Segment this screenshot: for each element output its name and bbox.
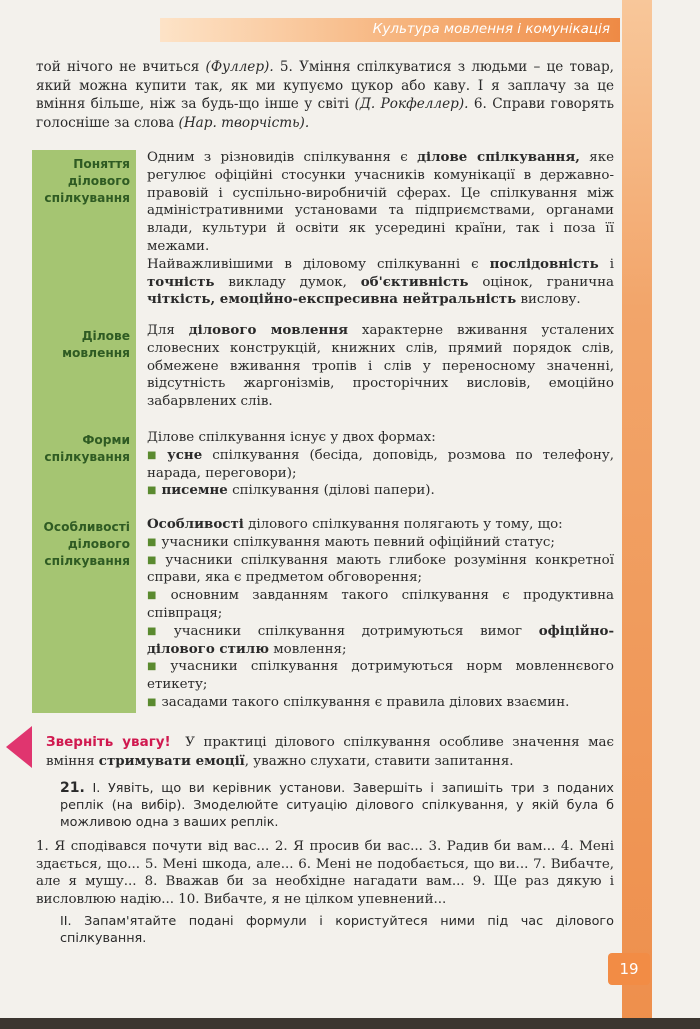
page-edge-strip xyxy=(622,0,652,1029)
term: писемне xyxy=(161,482,228,499)
text: Одним з різновидів спілкування є xyxy=(147,150,418,165)
exercise-task-1 xyxy=(60,780,614,831)
text: мовлення; xyxy=(268,641,347,657)
text: вислову. xyxy=(516,292,581,308)
label-speech: Ділове мовлення xyxy=(62,329,130,360)
list-item xyxy=(147,482,614,500)
attention-arrow-icon xyxy=(6,726,32,768)
attention-note xyxy=(46,733,614,772)
text: , уважно слухати, ставити запитання. xyxy=(244,754,514,770)
term: ділового мовлення xyxy=(188,322,349,338)
scan-edge xyxy=(0,1018,700,1029)
text: яке регулює офіційні стосунки учасників комунікації в державно-правовій і суспільно-виробничій сферах. Це спілкування між адміністративними установами та підприємствами, органами влади, культури й освіти як усередині країни, так і поза її межами. xyxy=(147,150,615,254)
bullet-icon: ■ xyxy=(147,625,169,637)
running-header: Культура мовлення і комунікація xyxy=(372,21,610,37)
quote-author: (Фуллер). xyxy=(205,59,274,75)
quote-author: (Нар. творчість). xyxy=(178,114,310,131)
text: спілкування (бесіда, доповідь, розмова по телефону, нарада, переговори); xyxy=(147,447,614,481)
intro-paragraph xyxy=(36,58,614,132)
bullet-icon: ■ xyxy=(147,449,163,461)
term: стримувати емоції xyxy=(98,753,245,770)
term: об'єктивність xyxy=(360,273,469,290)
concept-block xyxy=(147,149,614,309)
text: учасники спілкування дотримуються вимог xyxy=(173,623,539,639)
page-number: 19 xyxy=(608,953,650,985)
text: Для xyxy=(147,323,189,338)
intro-text: 5. Уміння спілкуватися з людьми – це товар, який можна купити так, як ми купуємо цукор або каву. І я заплачу за це вміння більше, ніж за будь-що інше у світі xyxy=(36,59,614,113)
features-block xyxy=(147,516,614,712)
text: спілкування (ділові папери). xyxy=(227,483,435,499)
text: характерне вживання усталених словесних конструкцій, книжних слів, прямий порядок слів, обмежене вживання тропів і слів у переносному значенні, відсутність жаргонізмів, просторічних висловів, емоційно забарвлених слів. xyxy=(147,323,615,410)
list-item xyxy=(147,694,614,712)
text: оцінок, гранична xyxy=(468,274,614,290)
text: Найважливішими в діловому спілкуванні є xyxy=(147,256,490,272)
label-forms: Форми спілкування xyxy=(44,433,130,464)
text: учасники спілкування мають глибоке розуміння конкретної справи, яка є предметом обговорення; xyxy=(147,552,614,586)
text: викладу думок, xyxy=(214,274,361,290)
attention-label: Зверніть увагу! xyxy=(46,734,171,750)
quote-author: (Д. Рокфеллер). xyxy=(354,96,469,113)
text: І. Уявіть, що ви керівник установи. Завершіть і запишіть три з поданих реплік (на вибір). Змоделюйте ситуацію ділового спілкування, у якій була б можливою одна з ваших реплік. xyxy=(60,781,614,830)
exercise-phrases: 1. Я сподівався почути від вас... 2. Я просив би вас... 3. Радив би вам... 4. Мені здається, що... 5. Мені шкода, але... 6. Мені не подобається, що ви... 7. Вибачте, але я мушу... 8. Вважав би за необхідне нагадати вам... 9. Ще раз дякую і висловлюю надію... 10. Вибачте, я не цілком упевнений... xyxy=(36,839,614,907)
bullet-icon: ■ xyxy=(147,485,157,497)
bullet-icon: ■ xyxy=(147,696,157,708)
text: учасники спілкування мають певний офіційний статус; xyxy=(161,534,555,550)
text: учасники спілкування дотримуються норм мовленнєвого етикету; xyxy=(147,659,614,693)
label-features: Особливості ділового спілкування xyxy=(43,520,130,568)
text: і xyxy=(598,256,614,272)
term: усне xyxy=(167,446,203,463)
term: Особливості xyxy=(147,516,244,532)
text: основним завданням такого спілкування є продуктивна співпраця; xyxy=(147,588,614,621)
bullet-icon: ■ xyxy=(147,590,166,602)
term: послідовність xyxy=(489,255,599,272)
intro-text: той нічого не вчиться xyxy=(36,59,206,75)
list-item xyxy=(147,658,614,694)
term: чіткість, емоційно-експресивна нейтральність xyxy=(147,291,517,308)
forms-lead: Ділове спілкування існує у двох формах: xyxy=(147,430,436,445)
label-concept: Поняття ділового спілкування xyxy=(44,157,130,205)
term: ділове спілкування, xyxy=(417,149,580,165)
term: точність xyxy=(147,273,215,290)
list-item xyxy=(147,552,614,588)
exercise-number: 21. xyxy=(60,780,85,796)
speech-block xyxy=(147,322,614,411)
bullet-icon: ■ xyxy=(147,536,157,548)
bullet-icon: ■ xyxy=(147,554,161,566)
list-item xyxy=(147,623,614,659)
text: ділового спілкування полягають у тому, що: xyxy=(243,517,563,532)
text: У практиці ділового спілкування особливе значення має вміння xyxy=(46,735,615,770)
list-item xyxy=(147,587,614,623)
exercise-task-2: ІІ. Запам'ятайте подані формули і користуйтеся ними під час ділового спілкування. xyxy=(60,914,614,946)
text: засадами такого спілкування є правила ділових взаємин. xyxy=(161,694,570,710)
list-item xyxy=(147,534,614,552)
bullet-icon: ■ xyxy=(147,661,166,673)
forms-block xyxy=(147,429,614,500)
list-item xyxy=(147,447,614,483)
term: офіційно-ділового стилю xyxy=(147,622,614,657)
intro-text: 6. Справи говорять голосніше за слова xyxy=(36,96,614,131)
